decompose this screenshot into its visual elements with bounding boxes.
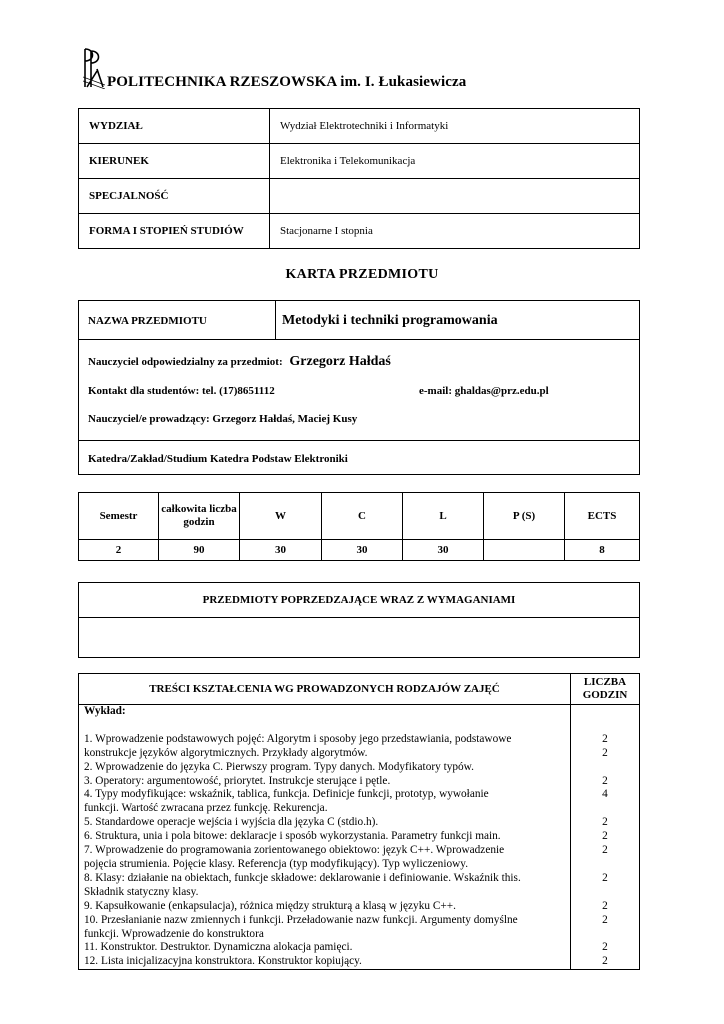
hours-value xyxy=(571,719,639,733)
hours-lines xyxy=(571,719,639,969)
content-line: pojęcia strumienia. Pojęcie klasy. Referencja (typ modyfikujący). Typ wyliczeniowy. xyxy=(84,857,469,870)
info-table xyxy=(78,108,640,249)
content-line: 3. Operatory: argumentowość, priorytet. Instrukcje sterujące i pętle. xyxy=(84,774,391,787)
content-lines xyxy=(84,719,570,969)
value-cell: 30 xyxy=(240,540,322,561)
info-value: Wydział Elektrotechniki i Informatyki xyxy=(270,109,640,144)
hours-value: 2 xyxy=(602,830,608,843)
department-line: Katedra/Zakład/Studium Katedra Podstaw Elektroniki xyxy=(88,453,348,465)
table-row xyxy=(79,705,640,970)
subject-name: Metodyki i techniki programowania xyxy=(282,313,498,328)
document-title: KARTA PRZEDMIOTU xyxy=(285,267,439,282)
subject-box xyxy=(78,300,640,475)
info-label: SPECJALNOŚĆ xyxy=(79,179,270,214)
content-line: 12. Lista inicjalizacyjna konstruktora. Konstruktor kopiujący. xyxy=(84,955,362,968)
hours-value: 2 xyxy=(602,844,608,857)
table-row xyxy=(79,674,640,705)
header-cell: L xyxy=(403,493,484,540)
hours-value: 2 xyxy=(602,746,608,759)
prerequisites-box xyxy=(78,582,640,658)
header-cell: P (S) xyxy=(484,493,565,540)
content-line: 5. Standardowe operacje wejścia i wyjścia dla języka C (stdio.h). xyxy=(84,816,379,829)
header-cell: ECTS xyxy=(565,493,640,540)
content-line: 9. Kapsułkowanie (enkapsulacja), różnica między strukturą a klasą w języku C++. xyxy=(84,899,456,912)
hours-value: 2 xyxy=(602,732,608,745)
info-value: Stacjonarne I stopnia xyxy=(270,214,640,249)
info-value: Elektronika i Telekomunikacja xyxy=(270,144,640,179)
value-cell: 30 xyxy=(403,540,484,561)
content-line: 4. Typy modyfikujące: wskaźnik, tablica, funkcja. Definicje funkcji, prototyp, wywołanie xyxy=(84,788,489,801)
teacher-name: Grzegorz Hałdaś xyxy=(289,354,391,369)
table-row xyxy=(79,144,640,179)
content-cell xyxy=(79,705,571,970)
content-table xyxy=(78,673,640,970)
teacher-line xyxy=(88,354,391,370)
hours-value: 2 xyxy=(602,913,608,926)
table-row xyxy=(79,540,640,561)
lecturers-line: Nauczyciel/e prowadzący: Grzegorz Hałdaś, Maciej Kusy xyxy=(88,413,358,425)
header-cell: całkowita liczba godzin xyxy=(159,493,240,540)
university-logo xyxy=(83,47,105,89)
table-row xyxy=(79,493,640,540)
content-line: 11. Konstruktor. Destruktor. Dynamiczna alokacja pamięci. xyxy=(84,941,353,954)
hours-value xyxy=(571,928,639,942)
table-row xyxy=(79,179,640,214)
content-line: 7. Wprowadzenie do programowania zorientowanego obiektowo: język C++. Wprowadzenie xyxy=(84,844,505,857)
hours-header-line2: GODZIN xyxy=(582,689,628,701)
hours-value: 4 xyxy=(602,788,608,801)
header-cell: Semestr xyxy=(79,493,159,540)
content-line: 1. Wprowadzenie podstawowych pojęć: Algorytm i sposoby jego przedstawiania, podstawowe xyxy=(84,732,512,745)
content-line: funkcji. Wprowadzenie do konstruktora xyxy=(84,927,264,940)
lecture-label: Wykład: xyxy=(84,705,126,717)
hours-value xyxy=(571,802,639,816)
hours-value xyxy=(571,858,639,872)
value-cell xyxy=(484,540,565,561)
hours-cell xyxy=(571,705,640,970)
info-label: WYDZIAŁ xyxy=(79,109,270,144)
institution-name: POLITECHNIKA RZESZOWSKA im. I. Łukasiewicza xyxy=(107,74,467,90)
hours-value: 2 xyxy=(602,899,608,912)
hours-header-line1: LICZBA xyxy=(583,676,627,688)
info-label: KIERUNEK xyxy=(79,144,270,179)
info-label: FORMA I STOPIEŃ STUDIÓW xyxy=(79,214,270,249)
content-line: funkcji. Wartość zwracana przez funkcję. Rekurencja. xyxy=(84,802,328,815)
prerequisites-title: PRZEDMIOTY POPRZEDZAJĄCE WRAZ Z WYMAGANIAMI xyxy=(79,583,639,618)
subject-name-label: NAZWA PRZEDMIOTU xyxy=(88,315,207,327)
hours-value: 2 xyxy=(602,871,608,884)
value-cell: 90 xyxy=(159,540,240,561)
hours-value: 2 xyxy=(602,955,608,968)
hours-value: 2 xyxy=(602,774,608,787)
email-line: e-mail: ghaldas@prz.edu.pl xyxy=(419,385,549,397)
hours-header xyxy=(571,674,640,705)
content-line: Składnik statyczny klasy. xyxy=(84,885,199,898)
content-line: 2. Wprowadzenie do języka C. Pierwszy program. Typy danych. Modyfikatory typów. xyxy=(84,760,474,773)
contact-line: Kontakt dla studentów: tel. (17)8651112 xyxy=(88,385,275,397)
hours-value: 2 xyxy=(602,816,608,829)
value-cell: 2 xyxy=(79,540,159,561)
content-line: 10. Przesłanianie nazw zmiennych i funkcji. Przeładowanie nazw funkcji. Argumenty domyślne xyxy=(84,913,518,926)
hours-value xyxy=(571,761,639,775)
table-row xyxy=(79,109,640,144)
table-row xyxy=(79,214,640,249)
content-line: 6. Struktura, unia i pola bitowe: deklaracje i sposób wykorzystania. Parametry funkcji main. xyxy=(84,830,501,843)
header-cell: C xyxy=(322,493,403,540)
hours-value: 2 xyxy=(602,941,608,954)
content-line: konstrukcje języków algorytmicznych. Przykłady algorytmów. xyxy=(84,746,368,759)
value-cell: 30 xyxy=(322,540,403,561)
hours-table xyxy=(78,492,640,561)
header-cell: W xyxy=(240,493,322,540)
hours-value xyxy=(571,886,639,900)
content-line: 8. Klasy: działanie na obiektach, funkcje składowe: deklarowanie i definiowanie. Wskaźnik this. xyxy=(84,871,521,884)
content-title: TREŚCI KSZTAŁCENIA WG PROWADZONYCH RODZAJÓW ZAJĘĆ xyxy=(79,674,571,705)
teacher-label: Nauczyciel odpowiedzialny za przedmiot: xyxy=(88,356,283,368)
value-cell: 8 xyxy=(565,540,640,561)
info-value xyxy=(270,179,640,214)
content-line xyxy=(84,719,570,733)
